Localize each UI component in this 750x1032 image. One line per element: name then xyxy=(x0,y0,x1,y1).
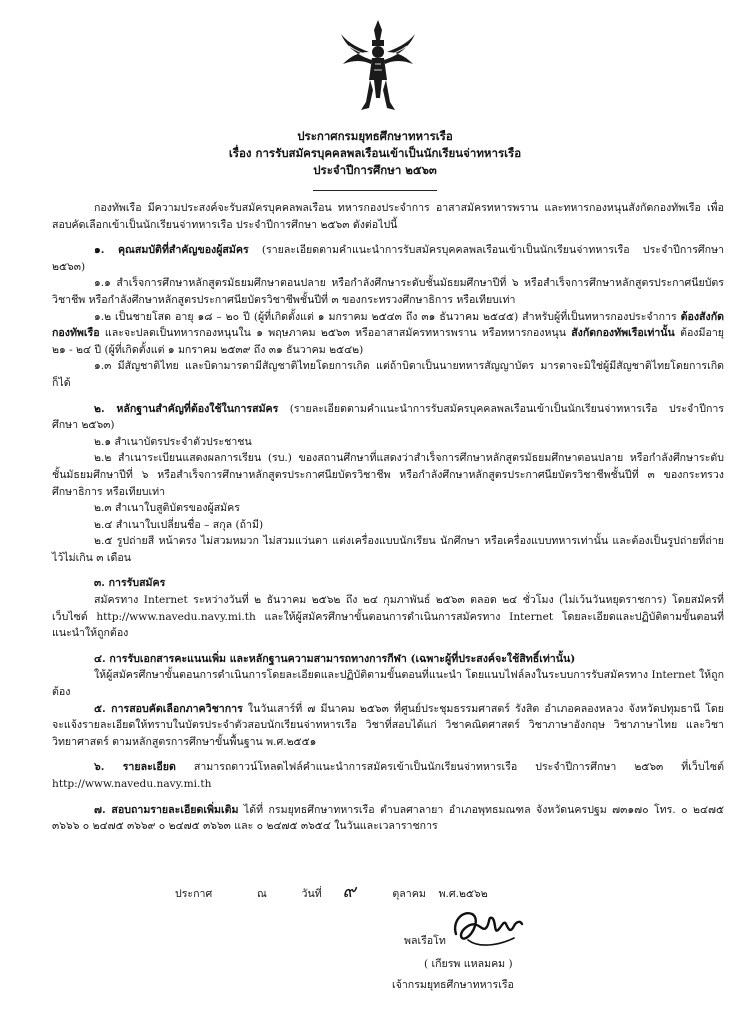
item-2-1: ๒.๑ สำเนาบัตรประจำตัวประชาชน xyxy=(94,435,252,448)
date-day-word: วันที่ xyxy=(301,888,322,900)
item-1-2-part-c: และจะปลดเป็นทหารกองหนุนใน ๑ พฤษภาคม ๒๕๖๓ หรืออาสาสมัครทหารพราน หรือทหารกองหนุน xyxy=(99,327,572,340)
item-1-2-bold-b: สังกัดกองทัพเรือเท่านั้น xyxy=(571,327,675,340)
item-1-3: ๑.๓ มีสัญชาติไทย และบิดามารดามีสัญชาติไทยโดยการเกิด แต่ถ้าบิดาเป็นนายทหารสัญญาบัตร มารดาจะมิใช่ผู้มีสัญชาติไทยโดยการเกิดก็ได้ xyxy=(52,360,724,389)
handwritten-signature xyxy=(448,904,528,952)
section-5-text: ในวันเสาร์ที่ ๗ มีนาคม ๒๕๖๓ ที่ศูนย์ประชุมธรรมศาสตร์ รังสิต อำเภอคลองหลวง จังหวัดปทุมธานี โดยจะแจ้งรายละเอียดให้ทราบในบัตรประจำตัวสอบนักเรียนจ่าทหารเรือ วิชาที่สอบได้แก่ วิชาคณิตศาสตร์ วิชาภาษาอังกฤษ วิชาภาษาไทย และวิชาวิทยาศาสตร์ ตามหลักสูตรการศึกษาขั้นพื้นฐาน พ.ศ.๒๕๕๑ xyxy=(52,702,724,748)
section-5 xyxy=(52,701,724,751)
intro-paragraph: กองทัพเรือ มีความประสงค์จะรับสมัครบุคคลพลเรือน ทหารกองประจำการ อาสาสมัครทหารพราน และทหารกองหนุนสังกัดกองทัพเรือ เพื่อสอบคัดเลือกเข้าเป็นนักเรียนจ่าทหารเรือ ประจำปีการศึกษา ๒๕๖๓ ดังต่อไปนี้ xyxy=(52,202,724,231)
section-4-title: ๔. การรับเอกสารคะแนนเพิ่ม และหลักฐานความสามารถทางการกีฬา (เฉพาะผู้ที่ประสงค์จะใช้สิทธิ์เท่านั้น) xyxy=(94,652,576,665)
item-1-2-bold-a: ต้องสังกัดกองทัพเรือ xyxy=(52,310,724,340)
garuda-emblem-icon xyxy=(339,18,417,114)
item-2-4: ๒.๔ สำเนาใบเปลี่ยนชื่อ – สกุล (ถ้ามี) xyxy=(94,518,264,531)
section-1-title: ๑. คุณสมบัติที่สำคัญของผู้สมัคร xyxy=(94,244,249,257)
item-2-5: ๒.๕ รูปถ่ายสี หน้าตรง ไม่สวมหมวก ไม่สวมแว่นตา แต่งเครื่องแบบนักเรียน นักศึกษา หรือเครื่องแบบทหารเท่านั้น และต้องเป็นรูปถ่ายที่ถ่ายไว้ไม่เกิน ๓ เดือน xyxy=(52,535,724,564)
header-line-3: ประจำปีการศึกษา ๒๕๖๓ xyxy=(313,163,437,177)
section-7 xyxy=(52,802,724,835)
section-2 xyxy=(52,401,724,434)
section-4-text: ให้ผู้สมัครศึกษาขั้นตอนการดำเนินการโดยละเอียดและปฏิบัติตามขั้นตอนที่แนะนำ โดยแนบไฟล์ลงในระบบการรับสมัครทาง Internet ให้ถูกต้อง xyxy=(52,669,724,699)
item-2-3: ๒.๓ สำเนาใบสูติบัตรของผู้สมัคร xyxy=(94,502,240,515)
item-1-1: ๑.๑ สำเร็จการศึกษาหลักสูตรมัธยมศึกษาตอนปลาย หรือกำลังศึกษาระดับชั้นมัธยมศึกษาปีที่ ๖ หรือสำเร็จการศึกษาหลักสูตรประกาศนียบัตรวิชาชีพ หรือกำลังศึกษาหลักสูตรประกาศนียบัตรวิชาชีพชั้นปีที่ ๓ ของกระทรวงศึกษาธิการ หรือเทียบเท่า xyxy=(52,277,724,306)
date-year: พ.ศ.๒๕๖๒ xyxy=(438,888,488,900)
item-1-2 xyxy=(52,309,724,359)
section-6-title: ๖. รายละเอียด xyxy=(94,761,176,774)
section-7-title: ๗. สอบถามรายละเอียดเพิ่มเติม xyxy=(94,803,239,816)
header-line-1: ประกาศกรมยุทธศึกษาทหารเรือ xyxy=(297,129,453,143)
signatory-rank: พลเรือโท xyxy=(404,935,446,947)
signatory-title: เจ้ากรมยุทธศึกษาทหารเรือ xyxy=(392,979,514,991)
header-line-2: เรื่อง การรับสมัครบุคคลพลเรือนเข้าเป็นนักเรียนจ่าทหารเรือ xyxy=(228,146,522,160)
item-1-2-part-e: ต้องมีอายุ ๒๑ - ๒๔ ปี (ผู้ที่เกิดตั้งแต่ ๑ มกราคม ๒๕๓๙ ถึง ๓๑ ธันวาคม ๒๕๔๒) xyxy=(52,327,724,356)
section-6 xyxy=(52,759,724,792)
date-at-word: ณ xyxy=(256,888,267,900)
section-3-text: สมัครทาง Internet ระหว่างวันที่ ๒ ธันวาคม ๒๕๖๒ ถึง ๒๔ กุมภาพันธ์ ๒๕๖๓ ตลอด ๒๔ ชั่วโมง (ไม่เว้นวันหยุดราชการ) โดยสมัครที่เว็บไซต์ http://www.navedu.navy.mi.th และให้ผู้สมัครศึกษาขั้นตอนการดำเนินการสมัครทาง Internet โดยละเอียดและปฏิบัติตามขั้นตอนที่แนะนำให้ถูกต้อง xyxy=(52,594,724,640)
announcement-date xyxy=(175,876,488,905)
date-month: ตุลาคม xyxy=(392,888,426,900)
section-2-note: (รายละเอียดตามคำแนะนำการรับสมัครบุคคลพลเรือนเข้าเป็นนักเรียนจ่าทหารเรือ ประจำปีการศึกษา ๒๕๖๓) xyxy=(52,402,724,432)
item-1-2-part-a: ๑.๒ เป็นชายโสด อายุ ๑๘ – ๒๐ ปี (ผู้ที่เกิดตั้งแต่ ๑ มกราคม ๒๕๔๓ ถึง ๓๑ ธันวาคม ๒๕๔๕) สำหรับผู้ที่เป็นทหารกองประจำการ xyxy=(94,310,681,323)
section-1-note: (รายละเอียดตามคำแนะนำการรับสมัครบุคคลพลเรือนเข้าเป็นนักเรียนจ่าทหารเรือ ประจำปีการศึกษา ๒๕๖๓) xyxy=(52,244,725,273)
section-3-title: ๓. การรับสมัคร xyxy=(94,577,166,590)
date-announced-word: ประกาศ xyxy=(175,888,213,900)
section-2-title: ๒. หลักฐานสำคัญที่ต้องใช้ในการสมัคร xyxy=(94,402,279,415)
signatory-name: ( เกียรพ แหลมคม ) xyxy=(424,958,513,970)
section-6-text: สามารถดาวน์โหลดไฟล์คำแนะนำการสมัครเข้าเป็นนักเรียนจ่าทหารเรือ ประจำปีการศึกษา ๒๕๖๓ ที่เว็บไซต์ http://www.navedu.navy.mi.th xyxy=(52,761,724,790)
item-2-2: ๒.๒ สำเนาระเบียนแสดงผลการเรียน (รบ.) ของสถานศึกษาที่แสดงว่าสำเร็จการศึกษาหลักสูตรมัธยมศึกษาตอนปลาย หรือกำลังศึกษาระดับชั้นมัธยมศึกษาปีที่ ๖ หรือสำเร็จการศึกษาหลักสูตรประกาศนียบัตรวิชาชีพ หรือกำลังศึกษาหลักสูตรประกาศนียบัตรวิชาชีพชั้นปีที่ ๓ ของกระทรวงศึกษาธิการ หรือเทียบเท่า xyxy=(52,452,724,498)
document-header xyxy=(0,128,750,179)
section-7-text: ได้ที่ กรมยุทธศึกษาทหารเรือ ตำบลศาลายา อำเภอพุทธมณฑล จังหวัดนครปฐม ๗๓๑๗๐ โทร. ๐ ๒๔๗๕ ๓๖๖๖ ๐ ๒๔๗๕ ๓๖๖๙ ๐ ๒๔๗๕ ๓๖๖๓ และ ๐ ๒๔๗๕ ๓๖๕๔ ในวันและเวลาราชการ xyxy=(52,803,724,833)
section-5-title: ๕. การสอบคัดเลือกภาควิชาการ xyxy=(94,702,243,715)
document-body xyxy=(52,200,724,835)
header-divider xyxy=(313,190,437,191)
section-1 xyxy=(52,242,724,275)
date-day: ๙ xyxy=(342,881,356,902)
